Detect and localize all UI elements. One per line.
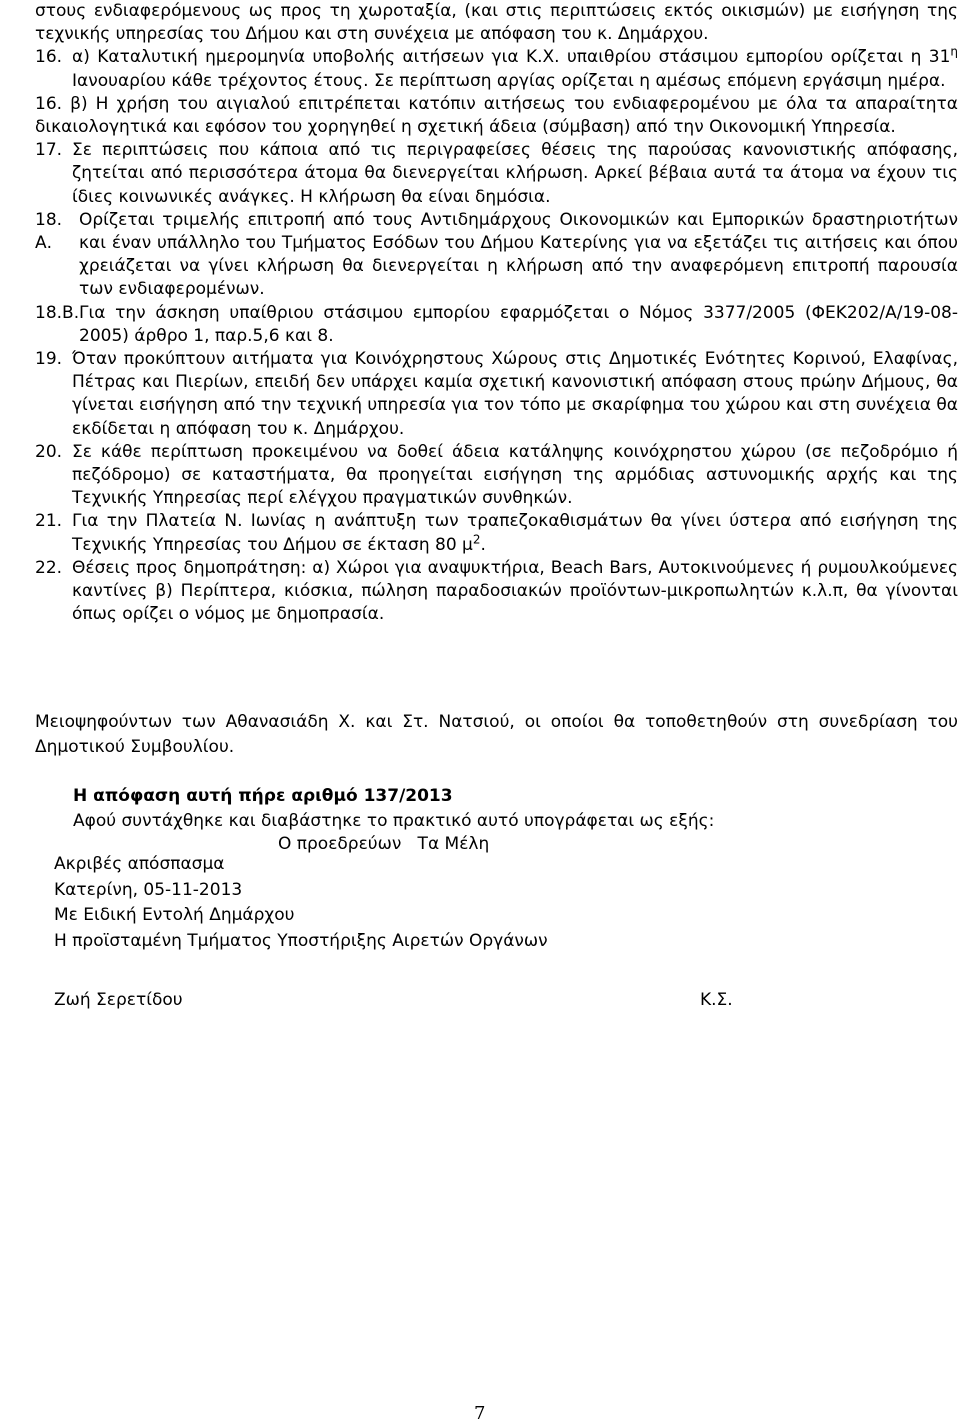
item-number: 18. Α. <box>35 209 63 254</box>
item-text: Ορίζεται τριμελής επιτροπή από τους Αντιδημάρχους Οικονομικών και Εμπορικών δραστηριοτήτων και έναν υπάλληλο του Τμήματος Εσόδων του Δήμου Κατερίνης για να εξετάζει τις αιτήσεις και όπου χρειάζεται να γίνει κλήρωση θα διενεργείται η κλήρωση από την αναφερόμενη επιτροπή παρουσία των ενδιαφερομένων. <box>79 209 958 300</box>
item-19 <box>35 348 958 441</box>
item-text: Όταν προκύπτουν αιτήματα για Κοινόχρηστους Χώρους στις Δημοτικές Ενότητες Κορινού, Ελαφίνας, Πέτρας και Πιερίων, επειδή δεν υπάρχει καμία σχετική κανονιστική απόφαση στους πρώην Δήμους, θα γίνεται εισήγηση από την τεχνική υπηρεσία για τον τόπο με σκαρίφημα του χώρου και στη συνέχεια θα εκδίδεται η απόφαση του κ. Δημάρχου. <box>72 349 958 439</box>
extract-line: Ακριβές απόσπασμα <box>54 854 225 874</box>
item-text: Θέσεις προς δημοπράτηση: α) Χώροι για αναψυκτήρια, Beach Bars, Αυτοκινούμενες ή ρυμουλκούμενες καντίνες β) Περίπτερα, κιόσκια, πώληση παραδοσιακών προϊόντων-μικροπωλητών κ.λ.π, θα γίνονται όπως ορίζει ο νόμος με δημοπρασία. <box>72 557 958 625</box>
item-text: Σε περιπτώσεις που κάποια από τις περιγραφείσες θέσεις της παρούσας κανονιστικής απόφασης, ζητείται από περισσότερα άτομα θα διενεργείται κλήρωση. Αρκεί βέβαια αυτά τα άτομα να έχουν τις ίδιες κοινωνικές ανάγκες. Η κλήρωση θα είναι δημόσια. <box>72 140 958 207</box>
decision-signed-line: Αφού συντάχθηκε και διαβάστηκε το πρακτικό αυτό υπογράφεται ως εξής: <box>73 811 715 831</box>
item-number: 17. <box>35 140 63 161</box>
item-number: 16. <box>35 93 63 114</box>
minority-note: Μειοψηφούντων των Αθανασιάδη Χ. και Στ. Νατσιού, οι οποίοι θα τοποθετηθούν στη συνεδρίαση του Δημοτικού Συμβουλίου. <box>35 712 958 757</box>
extract-date: Κατερίνη, 05-11-2013 <box>54 879 243 900</box>
signatory-initials: Κ.Σ. <box>700 990 733 1010</box>
item-18b <box>35 302 958 348</box>
item-text: Για την Πλατεία Ν. Ιωνίας η ανάπτυξη των τραπεζοκαθισμάτων θα γίνει ύστερα από εισήγηση της Τεχνικής Υπηρεσίας του Δήμου σε έκταση 80 $\mu^2$. <box>72 511 958 555</box>
item-16a <box>35 46 958 92</box>
extract-block <box>54 852 548 954</box>
item-21 <box>35 510 958 556</box>
item-20 <box>35 441 958 511</box>
page-number: 7 <box>474 1403 486 1424</box>
regulation-body <box>35 0 958 626</box>
item-22 <box>35 557 958 627</box>
decision-title: Η απόφαση αυτή πήρε αριθμό 137/2013 <box>73 786 453 806</box>
item-text: Σε κάθε περίπτωση προκειμένου να δοθεί άδεια κατάληψης κοινόχρηστου χώρου (σε πεζοδρόμιο ή πεζόδρομο) σε καταστήματα, θα προηγείται εισήγηση της αρμόδιας αστυνομικής αρχής και της Τεχνικής Υπηρεσίας περί ελέγχου πραγματικών συνθηκών. <box>72 441 958 509</box>
item-number: 21. <box>35 511 63 532</box>
intro-paragraph: στους ενδιαφερόμενους ως προς τη χωροταξία, (και στις περιπτώσεις εκτός οικισμών) με εισήγηση της τεχνικής υπηρεσίας του Δήμου και στη συνέχεια με απόφαση του κ. Δημάρχου. <box>35 1 958 45</box>
item-number: 16. <box>35 47 63 68</box>
item-text: Για την άσκηση υπαίθριου στάσιμου εμπορίου εφαρμόζεται ο Νόμος 3377/2005 (ΦΕΚ202/Α/19-08-2005) άρθρο 1, παρ.5,6 και 8. <box>79 302 958 346</box>
signatory-name: Ζωή Σερετίδου <box>54 990 183 1010</box>
item-16b <box>35 93 958 139</box>
presider-line: Ο προεδρεύων Τα Μέλη <box>278 834 490 854</box>
decision-block <box>73 784 714 834</box>
item-17 <box>35 139 958 209</box>
item-18a <box>35 209 958 302</box>
item-number: 20. <box>35 441 63 462</box>
extract-department: Η προϊσταμένη Τμήματος Υποστήριξης Αιρετών Οργάνων <box>54 930 548 951</box>
item-text: β) Η χρήση του αιγιαλού επιτρέπεται κατόπιν αιτήσεως του ενδιαφερομένου με όλα τα απαραίτητα δικαιολογητικά και εφόσον του χορηγηθεί η σχετική άδεια (σύμβαση) από την Οικονομική Υπηρεσία. <box>35 93 958 138</box>
item-number: 22. <box>35 557 63 578</box>
item-text: α) Καταλυτική ημερομηνία υποβολής αιτήσεων για Κ.Χ. υπαιθρίου στάσιμου εμπορίου ορίζεται η $31^\eta$ Ιανουαρίου κάθε τρέχοντος έτους. Σε περίπτωση αργίας ορίζεται η αμέσως επόμενη εργάσιμη ημέρα. <box>72 44 958 91</box>
item-number: 18.Β. <box>35 302 80 323</box>
item-number: 19. <box>35 349 63 370</box>
extract-authority: Με Ειδική Εντολή Δημάρχου <box>54 905 295 925</box>
